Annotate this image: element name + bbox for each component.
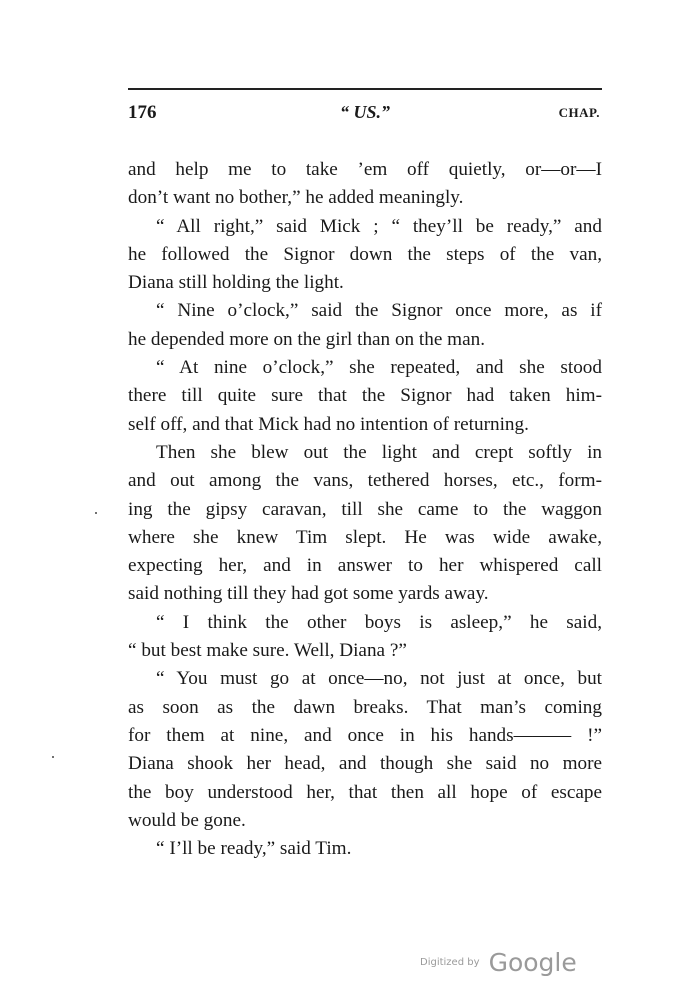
text-line: “ I’ll be ready,” said Tim.	[156, 838, 352, 860]
text-line: there till quite sure that the Signor had taken him-	[128, 385, 602, 407]
text-line: “ but best make sure. Well, Diana ?”	[128, 640, 407, 662]
print-speck	[95, 512, 97, 514]
running-title: “ US.”	[339, 102, 390, 122]
text-line: and help me to take ’em off quietly, or—or—I	[128, 159, 602, 180]
text-line: where she knew Tim slept. He was wide awake,	[128, 526, 602, 548]
page-header	[128, 102, 602, 130]
text-line: he followed the Signor down the steps of the van,	[128, 243, 602, 265]
watermark-prefix: Digitized by	[420, 957, 480, 968]
text-line: “ At nine o’clock,” she repeated, and she stood	[156, 357, 602, 379]
text-line: “ Nine o’clock,” said the Signor once more, as if	[156, 300, 602, 322]
text-line: he depended more on the girl than on the man.	[128, 328, 485, 350]
watermark-brand: Google	[488, 948, 577, 977]
chapter-label: CHAP.	[558, 105, 600, 120]
print-speck	[52, 756, 54, 758]
text-line: “ All right,” said Mick ; “ they’ll be ready,” and	[156, 215, 602, 237]
body-text	[128, 156, 602, 863]
text-line: said nothing till they had got some yards away.	[128, 583, 489, 605]
header-rule	[128, 88, 602, 90]
page-number: 176	[128, 102, 157, 123]
text-line: and out among the vans, tethered horses, etc., form-	[128, 470, 602, 492]
text-line: Diana still holding the light.	[128, 272, 344, 294]
text-line: don’t want no bother,” he added meaningly.	[128, 187, 464, 209]
text-line: self off, and that Mick had no intention of returning.	[128, 413, 529, 435]
text-line: Diana shook her head, and though she said no more	[128, 753, 602, 775]
text-line: for them at nine, and once in his hands——— !”	[128, 724, 602, 746]
digitization-watermark	[420, 948, 577, 977]
text-line: “ You must go at once—no, not just at once, but	[156, 668, 602, 690]
text-line: as soon as the dawn breaks. That man’s coming	[128, 696, 602, 718]
text-line: “ I think the other boys is asleep,” he said,	[156, 611, 602, 633]
text-line: expecting her, and in answer to her whispered call	[128, 555, 602, 577]
text-line: the boy understood her, that then all hope of escape	[128, 781, 602, 803]
text-line: ing the gipsy caravan, till she came to the waggon	[128, 498, 602, 520]
text-line: Then she blew out the light and crept softly in	[156, 441, 602, 463]
text-line: would be gone.	[128, 809, 246, 831]
